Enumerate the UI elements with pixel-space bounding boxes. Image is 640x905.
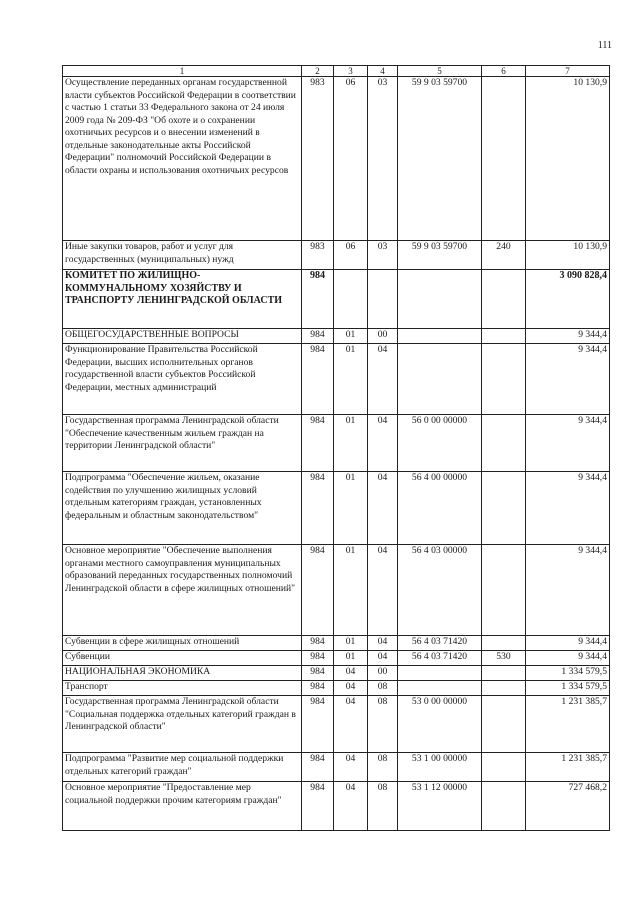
item-name-cell: Подпрограмма "Обеспечение жильем, оказание содействия по улучшению жилищных условий отдельным категориям граждан, установленных федеральным и областным законодательством" [63, 472, 302, 545]
header-cell: 4 [368, 66, 398, 77]
amount-cell: 9 344,4 [526, 329, 610, 344]
amount-cell: 9 344,4 [526, 651, 610, 666]
expense-type-cell [482, 681, 526, 696]
table-row [63, 329, 610, 344]
item-name-cell: ОБЩЕГОСУДАРСТВЕННЫЕ ВОПРОСЫ [63, 329, 302, 344]
section-code-cell: 01 [334, 545, 368, 636]
grbs-code-cell: 984 [302, 545, 334, 636]
expense-type-cell [482, 696, 526, 753]
section-code-cell: 06 [334, 77, 368, 241]
target-article-cell: 56 4 03 71420 [398, 651, 482, 666]
section-code-cell: 04 [334, 782, 368, 831]
table-row [63, 270, 610, 329]
amount-cell: 9 344,4 [526, 472, 610, 545]
table-row [63, 545, 610, 636]
table-row [63, 472, 610, 545]
subsection-code-cell: 04 [368, 472, 398, 545]
amount-cell: 9 344,4 [526, 415, 610, 472]
page-number: 111 [597, 40, 612, 51]
section-code-cell: 01 [334, 472, 368, 545]
expense-type-cell [482, 344, 526, 415]
table-row [63, 696, 610, 753]
subsection-code-cell: 03 [368, 77, 398, 241]
grbs-code-cell: 984 [302, 270, 334, 329]
target-article-cell: 53 1 12 00000 [398, 782, 482, 831]
item-name-cell: Основное мероприятие "Обеспечение выполнения органами местного самоуправления муниципальных образований переданных государственных полномочий Ленинградской области в сфере жилищных отношений" [63, 545, 302, 636]
grbs-code-cell: 984 [302, 666, 334, 681]
table-row [63, 651, 610, 666]
header-cell: 5 [398, 66, 482, 77]
target-article-cell: 56 4 03 00000 [398, 545, 482, 636]
item-name-cell: Государственная программа Ленинградской области "Социальная поддержка отдельных категорий граждан в Ленинградской области" [63, 696, 302, 753]
table-row [63, 241, 610, 270]
table-header-row [63, 66, 610, 77]
item-name-cell: НАЦИОНАЛЬНАЯ ЭКОНОМИКА [63, 666, 302, 681]
target-article-cell: 56 4 00 00000 [398, 472, 482, 545]
grbs-code-cell: 984 [302, 415, 334, 472]
grbs-code-cell: 984 [302, 636, 334, 651]
grbs-code-cell: 984 [302, 753, 334, 782]
header-cell: 2 [302, 66, 334, 77]
target-article-cell: 59 9 03 59700 [398, 241, 482, 270]
grbs-code-cell: 984 [302, 651, 334, 666]
subsection-code-cell [368, 270, 398, 329]
amount-cell: 1 334 579,5 [526, 681, 610, 696]
section-code-cell [334, 270, 368, 329]
table-row [63, 753, 610, 782]
table-row [63, 681, 610, 696]
section-code-cell: 04 [334, 666, 368, 681]
item-name-cell: Государственная программа Ленинградской области "Обеспечение качественным жильем граждан на территории Ленинградской области" [63, 415, 302, 472]
section-code-cell: 04 [334, 753, 368, 782]
subsection-code-cell: 04 [368, 415, 398, 472]
grbs-code-cell: 984 [302, 782, 334, 831]
subsection-code-cell: 03 [368, 241, 398, 270]
header-cell: 6 [482, 66, 526, 77]
amount-cell: 1 231 385,7 [526, 696, 610, 753]
item-name-cell: Подпрограмма "Развитие мер социальной поддержки отдельных категорий граждан" [63, 753, 302, 782]
amount-cell: 9 344,4 [526, 344, 610, 415]
grbs-code-cell: 984 [302, 696, 334, 753]
header-cell: 3 [334, 66, 368, 77]
expense-type-cell [482, 270, 526, 329]
amount-cell: 9 344,4 [526, 545, 610, 636]
subsection-code-cell: 04 [368, 344, 398, 415]
target-article-cell [398, 270, 482, 329]
section-code-cell: 01 [334, 415, 368, 472]
header-cell: 7 [526, 66, 610, 77]
section-code-cell: 01 [334, 651, 368, 666]
target-article-cell: 56 0 00 00000 [398, 415, 482, 472]
amount-cell: 3 090 828,4 [526, 270, 610, 329]
section-code-cell: 01 [334, 636, 368, 651]
target-article-cell: 53 1 00 00000 [398, 753, 482, 782]
item-name-cell: Иные закупки товаров, работ и услуг для государственных (муниципальных) нужд [63, 241, 302, 270]
table-row [63, 666, 610, 681]
item-name-cell: Функционирование Правительства Российской Федерации, высших исполнительных органов государственной власти субъектов Российской Федерации, местных администраций [63, 344, 302, 415]
table-row [63, 77, 610, 241]
expense-type-cell: 530 [482, 651, 526, 666]
budget-table [62, 65, 610, 831]
expense-type-cell [482, 753, 526, 782]
subsection-code-cell: 04 [368, 636, 398, 651]
section-code-cell: 04 [334, 696, 368, 753]
item-name-cell: Основное мероприятие "Предоставление мер социальной поддержки прочим категориям граждан" [63, 782, 302, 831]
subsection-code-cell: 08 [368, 753, 398, 782]
table-row [63, 636, 610, 651]
grbs-code-cell: 984 [302, 344, 334, 415]
amount-cell: 10 130,9 [526, 241, 610, 270]
expense-type-cell [482, 782, 526, 831]
amount-cell: 1 231 385,7 [526, 753, 610, 782]
subsection-code-cell: 04 [368, 545, 398, 636]
amount-cell: 10 130,9 [526, 77, 610, 241]
grbs-code-cell: 983 [302, 77, 334, 241]
target-article-cell: 53 0 00 00000 [398, 696, 482, 753]
table-row [63, 415, 610, 472]
target-article-cell: 59 9 03 59700 [398, 77, 482, 241]
expense-type-cell [482, 472, 526, 545]
section-code-cell: 06 [334, 241, 368, 270]
expense-type-cell [482, 415, 526, 472]
grbs-code-cell: 983 [302, 241, 334, 270]
expense-type-cell [482, 545, 526, 636]
section-code-cell: 01 [334, 344, 368, 415]
item-name-cell: Транспорт [63, 681, 302, 696]
target-article-cell [398, 344, 482, 415]
section-code-cell: 04 [334, 681, 368, 696]
item-name-cell: КОМИТЕТ ПО ЖИЛИЩНО-КОММУНАЛЬНОМУ ХОЗЯЙСТВУ И ТРАНСПОРТУ ЛЕНИНГРАДСКОЙ ОБЛАСТИ [63, 270, 302, 329]
amount-cell: 9 344,4 [526, 636, 610, 651]
header-cell: 1 [63, 66, 302, 77]
expense-type-cell [482, 636, 526, 651]
target-article-cell [398, 329, 482, 344]
target-article-cell [398, 681, 482, 696]
grbs-code-cell: 984 [302, 329, 334, 344]
subsection-code-cell: 04 [368, 651, 398, 666]
subsection-code-cell: 08 [368, 681, 398, 696]
expense-type-cell: 240 [482, 241, 526, 270]
expense-type-cell [482, 666, 526, 681]
grbs-code-cell: 984 [302, 472, 334, 545]
item-name-cell: Субвенции [63, 651, 302, 666]
grbs-code-cell: 984 [302, 681, 334, 696]
subsection-code-cell: 08 [368, 782, 398, 831]
item-name-cell: Осуществление переданных органам государственной власти субъектов Российской Федерации в соответствии с частью 1 статьи 33 Федерального закона от 24 июля 2009 года № 209-ФЗ "Об охоте и о сохранении охотничьих ресурсов и о внесении изменений в отдельные законодательные акты Российской Федерации" полномочий Российской Федерации в области охраны и использования охотничьих ресурсов [63, 77, 302, 241]
table-row [63, 344, 610, 415]
amount-cell: 1 334 579,5 [526, 666, 610, 681]
amount-cell: 727 468,2 [526, 782, 610, 831]
item-name-cell: Субвенции в сфере жилищных отношений [63, 636, 302, 651]
expense-type-cell [482, 77, 526, 241]
subsection-code-cell: 00 [368, 666, 398, 681]
section-code-cell: 01 [334, 329, 368, 344]
target-article-cell [398, 666, 482, 681]
target-article-cell: 56 4 03 71420 [398, 636, 482, 651]
subsection-code-cell: 00 [368, 329, 398, 344]
table-row [63, 782, 610, 831]
subsection-code-cell: 08 [368, 696, 398, 753]
expense-type-cell [482, 329, 526, 344]
